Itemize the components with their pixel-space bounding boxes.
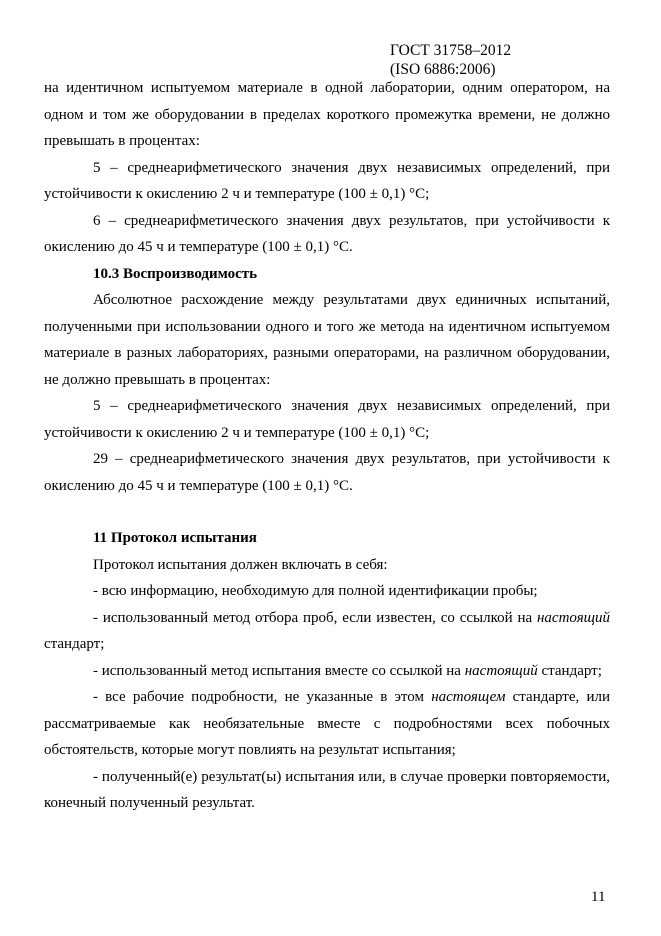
standard-number: ГОСТ 31758–2012 [390, 42, 512, 59]
page-number: 11 [591, 889, 606, 905]
list-item-text: - все рабочие подробности, не указанные в этом [93, 689, 432, 705]
list-item-text: - использованный метод испытания вместе со ссылкой на [93, 662, 465, 679]
iso-reference: (ISO 6886:2006) [390, 61, 496, 78]
section-heading-reproducibility: 10.3 Воспроизводимость [93, 265, 258, 282]
emphasis-text: настоящий [536, 609, 610, 626]
list-item-operating-details [44, 684, 610, 764]
list-item-results: - полученный(е) результат(ы) испытания или, в случае проверки повторяемости, конечный полученный результат. [44, 768, 610, 811]
list-item-sampling-method [44, 605, 610, 658]
paragraph-reproducibility-2h: 5 – среднеарифметического значения двух независимых определений, при устойчивости к окислению 2 ч и температуре (100 ± 0,1) °С; [44, 398, 610, 441]
paragraph-repeatability-continued: на идентичном испытуемом материале в одной лаборатории, одним оператором, на одном и том же оборудовании в пределах короткого промежутка времени, не должно превышать в процентах: [44, 80, 610, 149]
section-heading-test-report: 11 Протокол испытания [93, 530, 257, 546]
paragraph-repeatability-45h: 6 – среднеарифметического значения двух результатов, при устойчивости к окислению до 45 ч и температуре (100 ± 0,1) °С. [44, 212, 610, 255]
paragraph-reproducibility-45h: 29 – среднеарифметического значения двух результатов, при устойчивости к окислению до 45 ч и температуре (100 ± 0,1) °С. [44, 451, 610, 494]
list-item-text: - использованный метод отбора проб, если известен, со ссылкой на [93, 609, 537, 626]
paragraph-reproducibility: Абсолютное расхождение между результатами двух единичных испытаний, полученными при использовании одного и того же метода на идентичном испытуемом материале в разных лабораториях, разными операторами, на различном оборудовании, не должно превышать в процентах: [44, 292, 610, 388]
emphasis-text: настоящем [431, 689, 506, 705]
list-item-text: стандарте, или рассматриваемые как необязательные вместе с подробностями всех побочных обстоятельств, которые могут повлиять на результат испытания; [44, 689, 610, 758]
document-body [44, 75, 610, 817]
list-item-sample-info: - всю информацию, необходимую для полной идентификации пробы; [93, 583, 538, 599]
emphasis-text: настоящий [464, 662, 538, 679]
list-item-text: стандарт; [44, 636, 105, 652]
page-header [390, 41, 511, 79]
paragraph-repeatability-2h: 5 – среднеарифметического значения двух независимых определений, при устойчивости к окислению 2 ч и температуре (100 ± 0,1) °С; [44, 159, 610, 202]
list-item-test-method [44, 658, 610, 685]
paragraph-report-intro: Протокол испытания должен включать в себя: [93, 556, 388, 573]
list-item-text: стандарт; [537, 662, 602, 679]
section-spacer [44, 499, 610, 525]
